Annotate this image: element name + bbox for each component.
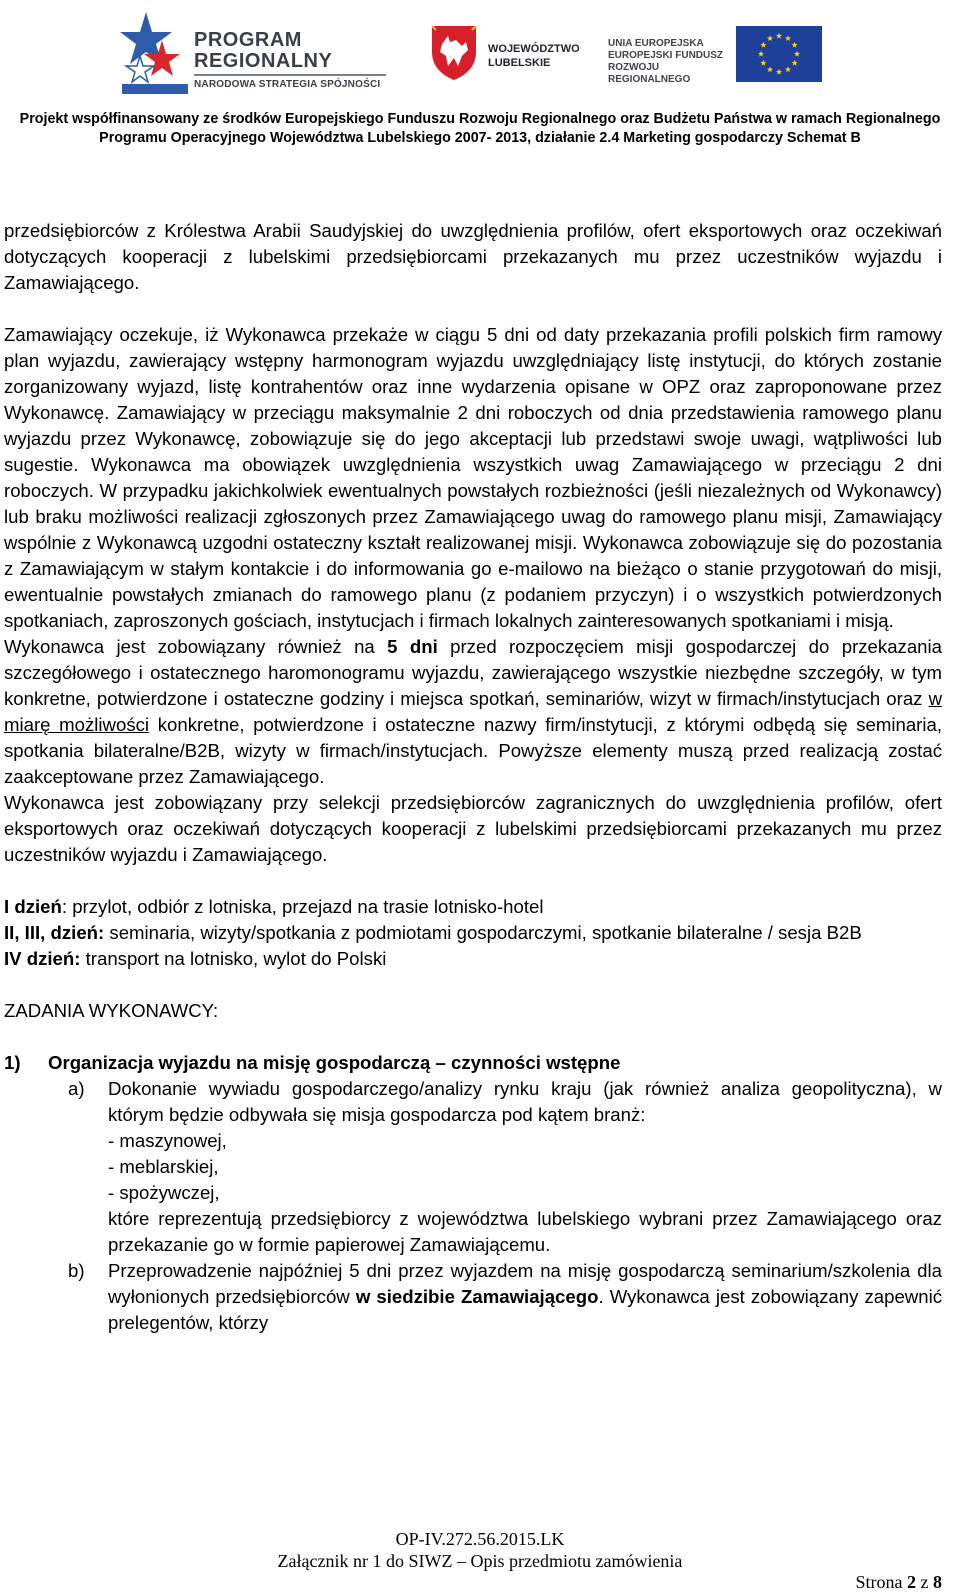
page-total: 8 bbox=[933, 1572, 942, 1592]
task-1-item-a-tail bbox=[4, 1206, 942, 1258]
paragraph-gap bbox=[4, 972, 942, 998]
paragraph-gap bbox=[4, 868, 942, 894]
schedule-text-c: konkretne, potwierdzone i ostateczne nazwy firm/instytucji, z którymi odbędą się seminaria, spotkania bilateralne/B2B, wizyty w firmach/instytucjach. Powyższe elementy muszą przed realizacją zostać zaakceptowane przez Zamawiającego. bbox=[4, 714, 942, 787]
industry-item: - maszynowej, bbox=[108, 1130, 227, 1151]
ue-logo-line2: EUROPEJSKI FUNDUSZ bbox=[608, 50, 724, 61]
cofinancing-caption-line2: Programu Operacyjnego Województwa Lubelskiego 2007- 2013, działanie 2.4 Marketing gospodarczy Schemat B bbox=[99, 130, 861, 146]
schedule-day-text: przylot, odbiór z lotniska, przejazd na trasie lotnisko-hotel bbox=[72, 896, 544, 917]
item-letter: a) bbox=[68, 1078, 85, 1099]
schedule-text-a: Wykonawca jest zobowiązany również na bbox=[4, 636, 388, 657]
schedule-underlined-phrase: w miarę możliwości bbox=[4, 688, 942, 735]
ue-logo-line1: UNIA EUROPEJSKA bbox=[608, 38, 704, 49]
lubelskie-coat-of-arms-icon bbox=[428, 22, 480, 82]
paragraph-gap bbox=[4, 1024, 942, 1050]
schedule-list bbox=[4, 894, 942, 972]
schedule-text-b: przed rozpoczęciem misji gospodarczej do przekazania szczegółowego i ostatecznego haromonogramu wyjazdu, zawierającego wszystkie niezbędne szczegóły, w tym konkretne, potwierdzone i ostateczne godziny i miejsca spotkań, seminariów, wizyt w firmach/instytucjach oraz bbox=[4, 636, 942, 709]
program-logo-rule bbox=[194, 74, 386, 76]
paragraph-selection-continued: przedsiębiorców z Królestwa Arabii Saudyjskiej do uwzględnienia profilów, ofert eksportowych oraz oczekiwań dotyczących kooperacji z lubelskimi przedsiębiorcami przekazanych mu przez uczestników wyjazdu i Zamawiającego. bbox=[4, 220, 942, 293]
page-word: Strona bbox=[855, 1572, 903, 1592]
schedule-day-2-3 bbox=[4, 920, 942, 946]
page-header bbox=[0, 0, 960, 150]
item-text: Przeprowadzenie najpóźniej 5 dni przez wyjazdem na misję gospodarczą seminarium/szkolenia dla wyłonionych przedsiębiorców bbox=[108, 1260, 942, 1307]
task-1-item-b bbox=[4, 1258, 942, 1336]
lubelskie-logo-line1: WOJEWÓDZTWO bbox=[488, 43, 580, 55]
schedule-day-1 bbox=[4, 894, 942, 920]
program-logo-line2: REGIONALNY bbox=[194, 50, 333, 72]
attachment-title: Załącznik nr 1 do SIWZ – Opis przedmiotu zamówienia bbox=[277, 1551, 683, 1571]
task-1-item-a bbox=[4, 1076, 942, 1128]
paragraph-foreign-selection: Wykonawca jest zobowiązany przy selekcji przedsiębiorców zagranicznych do uwzględnienia profilów, ofert eksportowych oraz oczekiwań dotyczących kooperacji z lubelskimi przedsiębiorcami przekazanych mu przez uczestników wyjazdu i Zamawiającego. bbox=[4, 792, 942, 865]
item-text: które reprezentują przedsiębiorcy z województwa lubelskiego wybrani przez Zamawiającego oraz przekazanie go w formie papierowej Zamawiającemu. bbox=[108, 1208, 942, 1255]
cofinancing-caption-line1: Projekt współfinansowany ze środków Europejskiego Funduszu Rozwoju Regionalnego oraz Budżetu Państwa w ramach Regionalnego bbox=[19, 111, 941, 127]
item-text: Dokonanie wywiadu gospodarczego/analizy rynku kraju (jak również analiza geopolityczna), w którym będzie odbywała się misja gospodarcza pod kątem branż: bbox=[108, 1078, 942, 1125]
lubelskie-logo-line2: LUBELSKIE bbox=[488, 57, 551, 69]
schedule-day-4 bbox=[4, 946, 942, 972]
industry-item: - meblarskiej, bbox=[108, 1156, 219, 1177]
wojewodztwo-lubelskie-logo bbox=[428, 22, 588, 86]
ue-logo-text bbox=[608, 38, 738, 86]
lubelskie-logo-text bbox=[488, 42, 580, 70]
industry-item: - spożywczej, bbox=[108, 1182, 220, 1203]
item-letter: b) bbox=[68, 1260, 85, 1281]
schedule-day-sep: : bbox=[61, 896, 73, 917]
paragraph-detailed-schedule bbox=[4, 634, 942, 790]
header-logos bbox=[0, 0, 960, 104]
program-regionalny-logo bbox=[118, 10, 390, 98]
page-sep: z bbox=[920, 1572, 929, 1592]
schedule-day-label: IV dzień: bbox=[4, 948, 81, 969]
tasks-heading: ZADANIA WYKONAWCY: bbox=[4, 1000, 219, 1021]
page-number bbox=[856, 1571, 943, 1593]
task-1-heading bbox=[4, 1050, 942, 1076]
paragraph-gap bbox=[4, 296, 942, 322]
page-footer bbox=[0, 1528, 960, 1593]
page-current: 2 bbox=[907, 1572, 916, 1592]
case-reference: OP-IV.272.56.2015.LK bbox=[395, 1529, 565, 1549]
cofinancing-caption bbox=[0, 110, 960, 148]
program-logo-line1: PROGRAM bbox=[194, 29, 302, 51]
tasks-list bbox=[4, 1050, 942, 1336]
unia-europejska-logo bbox=[608, 26, 830, 86]
ue-logo-line3: ROZWOJU REGIONALNEGO bbox=[608, 62, 691, 85]
program-logo-title bbox=[194, 30, 332, 72]
item-bold-text: w siedzibie Zamawiającego bbox=[355, 1286, 599, 1307]
program-logo-subtitle: NARODOWA STRATEGIA SPÓJNOŚCI bbox=[194, 79, 381, 90]
program-star-icon bbox=[118, 10, 192, 96]
eu-flag-icon bbox=[736, 26, 822, 82]
schedule-deadline-days: 5 dni bbox=[387, 636, 438, 657]
schedule-day-text: seminaria, wizyty/spotkania z podmiotami gospodarczymi, spotkanie bilateralne / sesja B2B bbox=[109, 922, 862, 943]
paragraph-framework-plan: Zamawiający oczekuje, iż Wykonawca przekaże w ciągu 5 dni od daty przekazania profili polskich firm ramowy plan wyjazdu, zawierający wstępny harmonogram wyjazdu uwzględniający listę instytucji, do których zostanie zorganizowany wyjazd, listę kontrahentów oraz inne wydarzenia opisane w OPZ oraz zaproponowane przez Wykonawcę. Zamawiający w przeciągu maksymalnie 2 dni roboczych od dnia przedstawienia ramowego planu wyjazdu przez Wykonawcę, zobowiązuje się do jego akceptacji lub przedstawi swoje uwagi, wątpliwości lub sugestie. Wykonawca ma obowiązek uwzględnienia wszystkich uwag Zamawiającego w przeciągu 2 dni roboczych. W przypadku jakichkolwiek ewentualnych powstałych rozbieżności (jeśli niezależnych od Wykonawcy) lub braku możliwości realizacji zgłoszonych przez Zamawiającego uwag do ramowego planu misji, Zamawiający wspólnie z Wykonawcą uzgodni ostateczny kształt realizowanej misji. Wykonawca zobowiązuje się do pozostania z Zamawiającym w stałym kontakcie i do informowania go e-mailowo na bieżąco o stanie przygotowań do misji, ewentualnie powstałych zmianach do ramowego planu (z podaniem przyczyn) i o wszystkich potwierdzonych spotkaniach, zaproszonych gościach, instytucjach i firmach lokalnych zainteresowanych spotkaniami i misją. bbox=[4, 324, 942, 631]
item-text: . Wykonawca jest zobowiązany zapewnić prelegentów, którzy bbox=[108, 1286, 942, 1333]
schedule-day-label: I dzień bbox=[4, 896, 62, 917]
schedule-day-text: transport na lotnisko, wylot do Polski bbox=[85, 948, 387, 969]
task-number: 1) bbox=[4, 1052, 21, 1073]
document-body bbox=[4, 218, 942, 1336]
task-title: Organizacja wyjazdu na misję gospodarczą – czynności wstępne bbox=[48, 1052, 621, 1073]
schedule-day-label: II, III, dzień: bbox=[4, 922, 105, 943]
